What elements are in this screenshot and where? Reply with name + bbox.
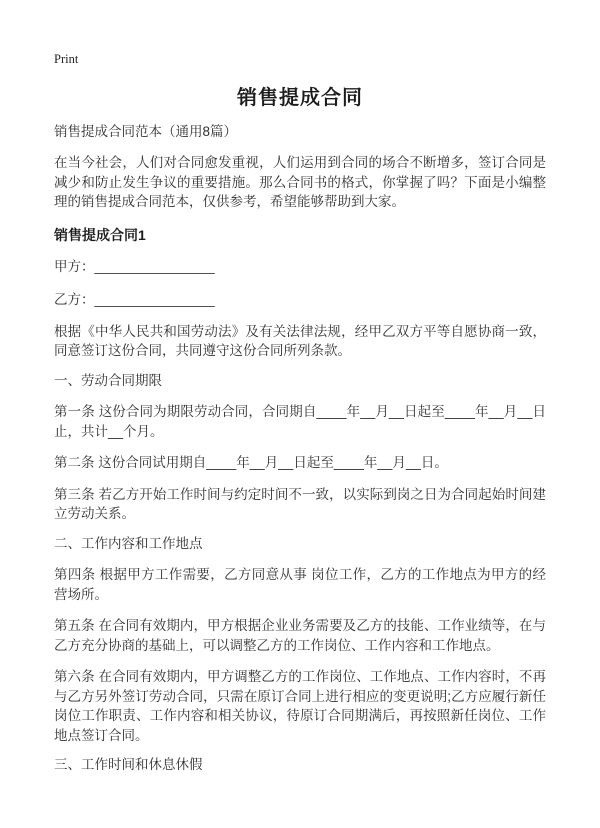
section-title-work-time-rest: 三、工作时间和休息休假 <box>54 757 203 772</box>
clause-6: 第六条 在合同有效期内，甲方调整乙方的工作岗位、工作地点、工作内容时，不再与乙方另外签订劳动合同，只需在原订合同上进行相应的变更说明;乙方应履行新任岗位工作职责、工作内容和相关协议，待原订合同期满后，再按照新任岗位、工作地点签订合同。 <box>54 669 546 743</box>
section-title-work-content-location: 二、工作内容和工作地点 <box>54 535 203 551</box>
print-button[interactable]: Print <box>54 52 79 66</box>
party-b-label: 乙方： <box>54 291 95 307</box>
intro-paragraph: 在当今社会，人们对合同愈发重视，人们运用到合同的场合不断增多，签订合同是减少和防止发生争议的重要措施。那么合同书的格式，你掌握了吗？下面是小编整理的销售提成合同范本，仅供参考，希望能够帮助到大家。 <box>54 155 546 209</box>
party-a-label: 甲方： <box>54 258 95 274</box>
clause-1: 第一条 这份合同为期限劳动合同，合同期自____年__月__日起至____年__月__日止，共计__个月。 <box>54 404 546 439</box>
party-a-blank: ________________ <box>94 258 215 274</box>
party-a-line <box>54 257 546 277</box>
section-title-contract-term: 一、劳动合同期限 <box>54 372 162 388</box>
clause-2: 第二条 这份合同试用期自____年__月__日起至____年__月__日。 <box>54 455 448 470</box>
clause-3: 第三条 若乙方开始工作时间与约定时间不一致，以实际到岗之日为合同起始时间建立劳动关系。 <box>54 486 546 521</box>
clause-4: 第四条 根据甲方工作需要，乙方同意从事 岗位工作，乙方的工作地点为甲方的经营场所。 <box>54 567 546 602</box>
clause-5: 第五条 在合同有效期内，甲方根据企业业务需要及乙方的技能、工作业绩等，在与乙方充分协商的基础上，可以调整乙方的工作岗位、工作内容和工作地点。 <box>54 618 546 653</box>
document-subtitle: 销售提成合同范本（通用8篇） <box>54 124 238 139</box>
party-b-blank: ________________ <box>94 291 215 307</box>
contract-1-heading: 销售提成合同1 <box>54 226 146 243</box>
page-title: 销售提成合同 <box>237 87 363 109</box>
party-b-line <box>54 290 546 310</box>
paragraph-legal-basis: 根据《中华人民共和国劳动法》及有关法律法规，经甲乙双方平等自愿协商一致，同意签订这份合同，共同遵守这份合同所列条款。 <box>54 323 546 358</box>
